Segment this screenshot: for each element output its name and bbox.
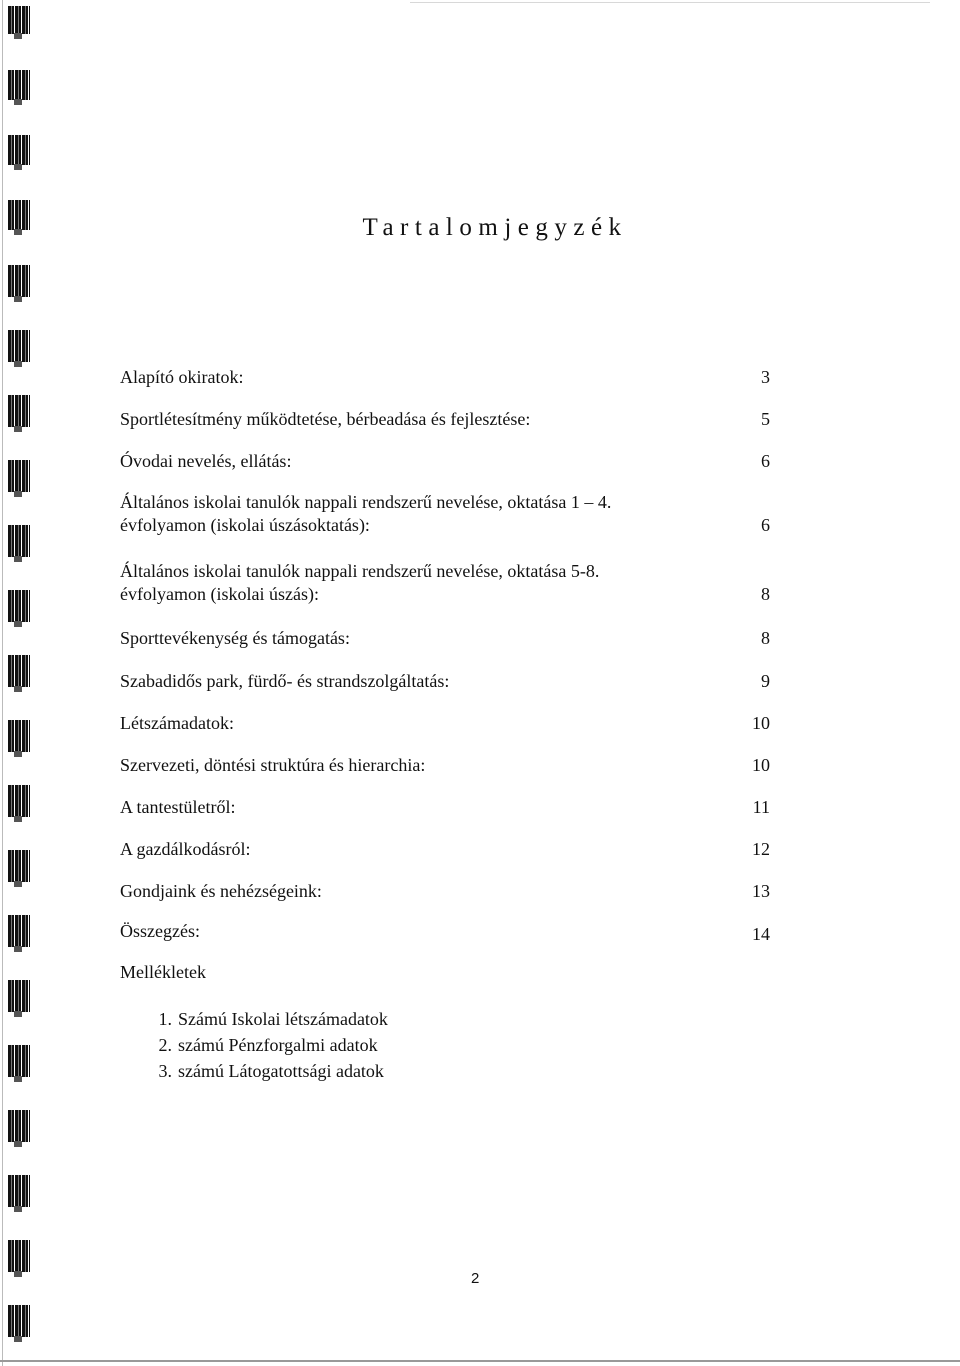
attachments-list [142, 1006, 388, 1084]
binding-ring [8, 720, 30, 752]
binding-ring [8, 135, 30, 165]
toc-entry-page: 6 [761, 451, 770, 471]
toc-entry [120, 450, 780, 473]
list-item [142, 1006, 388, 1032]
toc-entry [120, 491, 780, 537]
binding-ring [8, 1175, 30, 1207]
list-item-number: 2. [158, 1035, 172, 1055]
toc-entry-page: 9 [761, 671, 770, 691]
list-item-text: számú Pénzforgalmi adatok [178, 1035, 378, 1055]
toc-entry [120, 560, 780, 606]
binding-ring [8, 850, 30, 882]
toc-entry-page: 3 [761, 367, 770, 387]
list-item-text: számú Látogatottsági adatok [178, 1061, 384, 1081]
toc-entry-page: 11 [752, 797, 770, 817]
toc-entry-text: A tantestületről: [120, 797, 236, 817]
toc-entry [120, 712, 780, 735]
toc-entry [120, 627, 780, 650]
binding-ring [8, 655, 30, 687]
toc-entry-text: Alapító okiratok: [120, 367, 244, 387]
list-item-text: Számú Iskolai létszámadatok [178, 1009, 388, 1029]
toc-entry-page: 5 [761, 409, 770, 429]
binding-ring [8, 590, 30, 622]
page-edge-line [2, 0, 3, 1366]
toc-entry [120, 880, 780, 903]
toc-entry-page: 12 [752, 839, 770, 859]
binding-ring [8, 395, 30, 427]
toc-entry-text: Általános iskolai tanulók nappali rendszerű nevelése, oktatása 5-8. évfolyamon (iskolai úszás): [120, 561, 600, 604]
toc-entry-page: 8 [761, 584, 770, 604]
binding-ring [8, 785, 30, 817]
spiral-binding [0, 0, 42, 1366]
toc-entry-text: Sportlétesítmény működtetése, bérbeadása és fejlesztése: [120, 409, 531, 429]
toc-entry-page: 6 [761, 515, 770, 535]
binding-ring [8, 460, 30, 492]
toc-entry [120, 920, 780, 943]
binding-ring [8, 6, 30, 34]
toc-entry-text: Összegzés: [120, 921, 200, 941]
toc-entry-page: 8 [761, 628, 770, 648]
toc-entry [120, 838, 780, 861]
toc-entry-text: Létszámadatok: [120, 713, 234, 733]
attachments-heading: Mellékletek [120, 962, 206, 982]
binding-ring [8, 1240, 30, 1272]
binding-ring [8, 1110, 30, 1142]
list-item-number: 3. [158, 1061, 172, 1081]
toc-entry-text: A gazdálkodásról: [120, 839, 251, 859]
scan-top-line [410, 2, 930, 3]
toc-entry-page: 13 [752, 881, 770, 901]
binding-ring [8, 265, 30, 297]
binding-ring [8, 525, 30, 557]
toc-entry [120, 408, 780, 431]
page-number: 2 [471, 1270, 480, 1287]
binding-ring [8, 980, 30, 1012]
binding-ring [8, 330, 30, 362]
toc-entry-text: Sporttevékenység és támogatás: [120, 628, 350, 648]
toc-entry-text: Általános iskolai tanulók nappali rendszerű nevelése, oktatása 1 – 4. évfolyamon (iskolai úszásoktatás): [120, 492, 612, 535]
list-item [142, 1032, 388, 1058]
binding-ring [8, 915, 30, 947]
binding-ring [8, 1045, 30, 1077]
toc-entry-text: Szervezeti, döntési struktúra és hierarchia: [120, 755, 426, 775]
binding-ring [8, 1305, 30, 1337]
list-item-number: 1. [158, 1009, 172, 1029]
toc-entry-text: Szabadidős park, fürdő- és strandszolgáltatás: [120, 671, 450, 691]
toc-entry [120, 754, 780, 777]
toc-entry-text: Gondjaink és nehézségeink: [120, 881, 322, 901]
scan-bottom-line [0, 1360, 960, 1362]
binding-ring [8, 70, 30, 100]
toc-entry [120, 670, 780, 693]
toc-entry-page: 10 [752, 755, 770, 775]
list-item [142, 1058, 388, 1084]
toc-entry-page: 14 [752, 924, 770, 944]
toc-entry-page: 10 [752, 713, 770, 733]
toc-entry [120, 796, 780, 819]
document-title: Tartalomjegyzék [362, 214, 628, 241]
toc-entry-text: Óvodai nevelés, ellátás: [120, 451, 292, 471]
toc-entry [120, 366, 780, 389]
